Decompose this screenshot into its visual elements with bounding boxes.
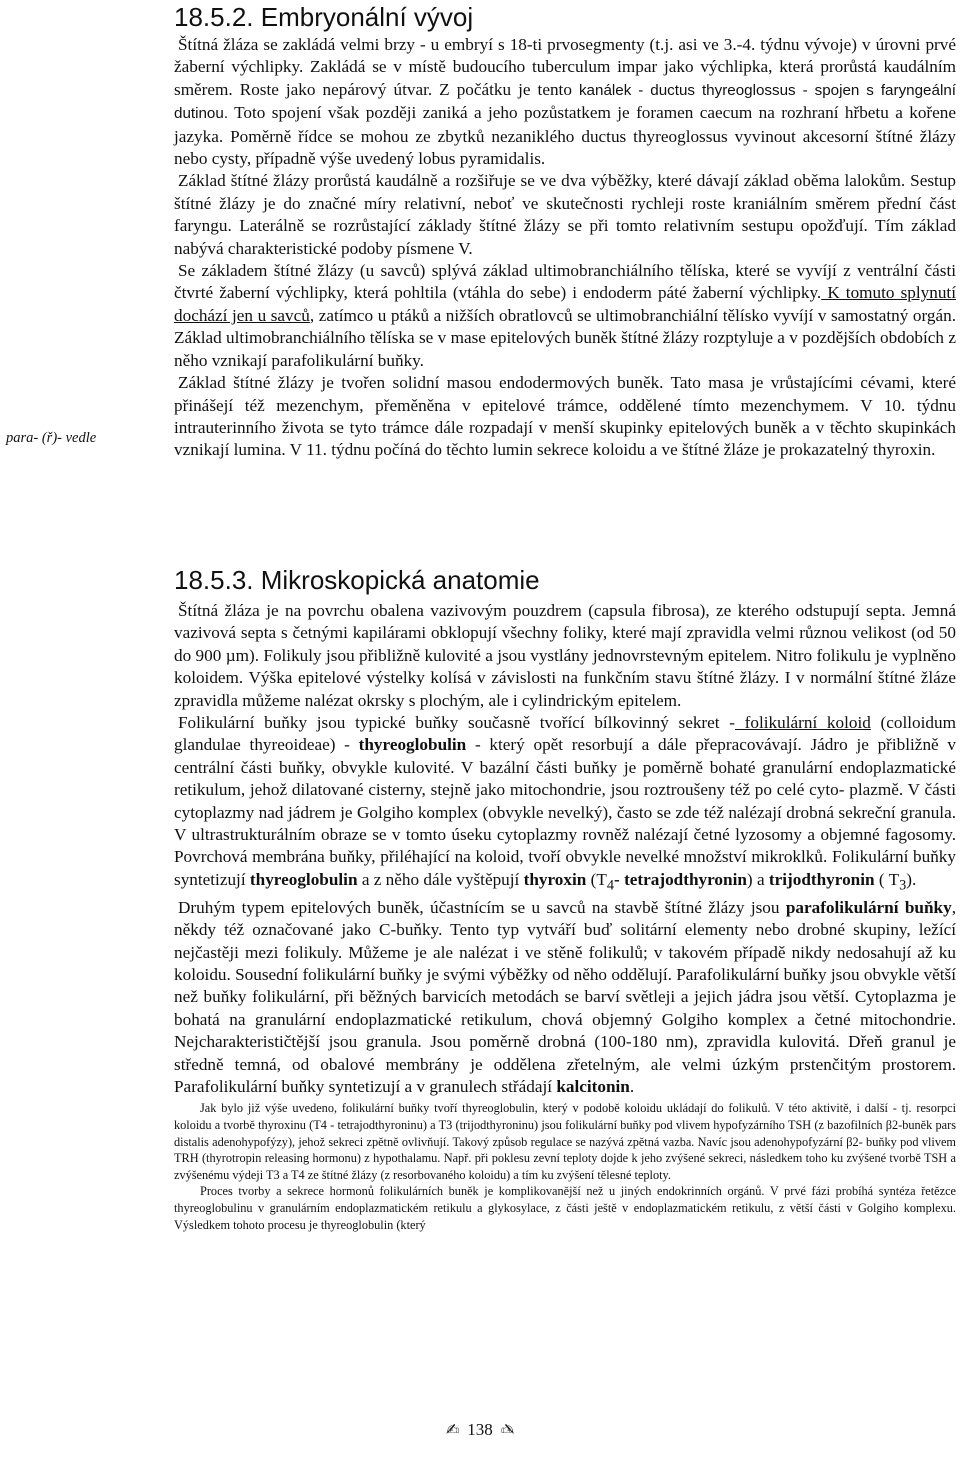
paragraph: Druhým typem epitelových buněk, účastnícím se u savců na stavbě štítné žlázy jsou parafolikulární buňky, někdy též označované jako C-buňky. Tento typ vytváří buď solitární elementy nebo drobné skupiny, ležící nejčastěji mezi folikuly. Můžeme je ale nalézat i ve stěně folikulů; v takovém případě nikdy nedosahují až ku koloidu. Sousední folikulární buňky je svými výběžky od něho oddělují. Parafolikulární buňky jsou obvykle větší než buňky folikulární, při běžných barvicích metodách se barví světleji a jejich jádra jsou větší. Cytoplazma je bohatá na granulární endoplazmatické retikulum, chová objemný Golgiho komplex a četné mitochondrie. Nejcharakterističtější jsou granula. Jsou poměrně drobná (100-180 nm), zpravidla kulovitá. Dřeň granul je středně temná, od obalové membrány je oddělena zřetelným, ale velmi úzkým prstenčitým prostorem. Parafolikulární buňky syntetizují a v granulech střádají kalcitonin. — [174, 897, 956, 1096]
section-mikroskopicka-body — [174, 600, 956, 1233]
writing-hand-icon: ✍ — [500, 1420, 515, 1439]
paragraph: Folikulární buňky jsou typické buňky současně tvořící bílkovinný sekret - folikulární koloid (colloidum glandulae thyreoideae) - thyreoglobulin - který opět resorbují a dále přepracovávají. Jádro je přibližně v centrální části buňky, obvykle kulovité. V bazální části buňky je poměrně bohaté granulární endoplazmatické retikulum, jehož dilatované cisterny, stejně jako mitochondrie, jsou roztroušeny též po celé cyto- plazmě. V části cytoplazmy nad jádrem je Golgiho komplex (obvykle nevelký), často se zde též nalézají drobná sekreční granula. V ultrastrukturálním obraze se v tomto úseku cytoplazmy rovněž nalézají četné lyzosomy a objemné fagosomy. Povrchová membrána buňky, přiléhající na koloid, tvoří obvykle nevelké množství mikroklků. Folikulární buňky syntetizují thyreoglobulin a z něho dále vyštěpují thyroxin ($T_4-$ tetrajodthyronin) a trijodthyronin ( $T_3$). — [174, 713, 956, 894]
small-paragraph: Proces tvorby a sekrece hormonů folikulárních buněk je komplikovanější než u jiných endokrinních orgánů. V prvé fázi probíhá syntéza řetězce thyreoglobulinu v granulárním endoplazmatickém retikulu a glykosylace, z části ještě v endoplazmatickém retikulu, z větší části v Golgiho komplexu. Výsledkem tohoto procesu je thyreoglobulin (který — [174, 1184, 956, 1232]
margin-note: para- (ř)- vedle — [6, 430, 97, 446]
paragraph: Základ štítné žlázy je tvořen solidní masou endodermových buněk. Tato masa je vrůstajícími cévami, které přinášejí též mezenchym, přeměněna v epitelové trámce, oddělené tímto mezenchymem. V 10. týdnu intrauterinního života se tyto trámce dále rozpadají v menší skupinky epitelových buněk a v těchto skupinkách vznikají lumina. V 11. týdnu počíná do těchto lumin sekrece koloidu a ve štítné žláze je prokazatelný thyroxin. — [174, 373, 956, 460]
paragraph: Štítná žláza se zakládá velmi brzy - u embryí s 18-ti prvosegmenty (t.j. asi ve 3.-4. týdnu vývoje) v úrovni prvé žaberní výchlipky. Zakládá se v místě budoucího tuberculum impar jako výchlipka, která prorůstá kaudálním směrem. Roste jako nepárový útvar. Z počátku je tento kanálek - ductus thyreoglossus - spojen s faryngeální dutinou. Toto spojení však později zaniká a jeho pozůstatkem je foramen caecum na rozhraní hřbetu a kořene jazyka. Poměrně řídce se mohou ze zbytků nezaniklého ductus thyreoglossus vyvinout akcesorní štítné žlázy nebo cysty, případně výše uvedený lobus pyramidalis. — [174, 35, 956, 169]
paragraph: Štítná žláza je na povrchu obalena vazivovým pouzdrem (capsula fibrosa), ze kterého odstupují septa. Jemná vazivová septa s četnými kapilárami obklopují všechny foliky, které mají zpravidla velmi různou velikost (od 50 do 900 µm). Folikuly jsou přibližně kulovité a jsou vystlány jednovrstevným epitelem. Nitro folikulu je vyplněno koloidem. Výška epitelové výstelky kolísá v závislosti na funkčním stavu štítné žlázy. I v normální štítné žláze zpravidla můžeme nalézat okrsky s plochým, ale i cylindrickým epitelem. — [174, 601, 956, 710]
writing-hand-icon: ✍ — [445, 1420, 460, 1439]
small-paragraph: Jak bylo již výše uvedeno, folikulární buňky tvoří thyreoglobulin, který v podobě koloidu ukládají do folikulů. V této aktivitě, i další - tj. resorpci koloidu a tvorbě thyroxinu (T4 - tetrajodthyroninu) a T3 (trijodthyroninu) jsou folikulární buňky pod vlivem hypofyzárního TSH (z bazofilních β2-buněk pars distalis adenohypofýzy), jehož sekreci zpětně ovlivňují. Takový způsob regulace se nazývá zpětná vazba. Navíc jsou adenohypofyzární β2- buňky pod vlivem TRH (thyrotropin releasing hormonu) z hypothalamu. Např. při poklesu zevní teploty dojde k jeho zvýšené sekreci, následkem toho ku zvýšené tvorbě TSH a zvýšenému výdeji T3 a T4 ze štítné žlázy (z resorbovaného koloidu) a tím ku zvýšení tělesné teploty. — [174, 1101, 956, 1182]
section-embryonal-body — [174, 34, 956, 462]
paragraph: Základ štítné žlázy prorůstá kaudálně a rozšiřuje se ve dva výběžky, které dávají základ oběma lalokům. Sestup štítné žlázy je do značné míry relativní, neboť ve skutečnosti rychleji roste kraniálním směrem přední část faryngu. Laterálně se rozrůstající základy štítné žlázy se při tomto relativním sestupu opožďují. Tím základ nabývá charakteristické podoby písmene V. — [174, 171, 956, 258]
section-heading-embryonal: 18.5.2. Embryonální vývoj — [174, 2, 474, 32]
page-footer — [0, 1420, 960, 1440]
section-heading-mikroskopicka: 18.5.3. Mikroskopická anatomie — [174, 565, 540, 595]
page-number: 138 — [467, 1420, 493, 1439]
paragraph: Se základem štítné žlázy (u savců) splývá základ ultimobranchiálního tělíska, které se vyvíjí z ventrální části čtvrté žaberní výchlipky, která pohltila (vtáhla do sebe) i endoderm páté žaberní výchlipky. K tomuto splynutí dochází jen u savců, zatímco u ptáků a nižších obratlovců se ultimobranchiální tělísko vyvíjí v samostatný orgán. Základ ultimobranchiálního tělíska se v mase epitelových buněk štítné žlázy rozptyluje a v pozdějších obdobích z něho vznikají parafolikulární buňky. — [174, 261, 956, 370]
